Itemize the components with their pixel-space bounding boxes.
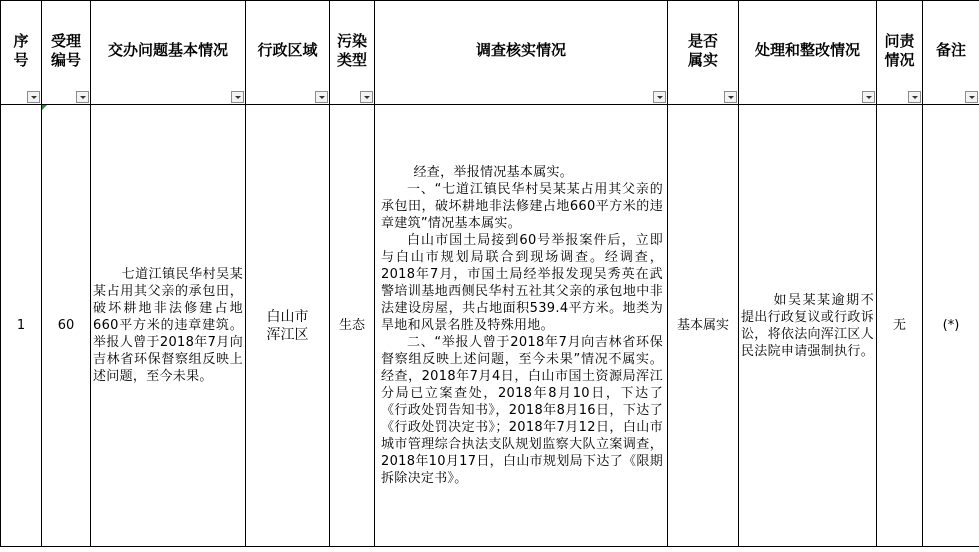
header-problem <box>91 1 246 105</box>
header-remarks <box>923 1 979 105</box>
cell-accountability[interactable]: 无 <box>877 105 923 547</box>
filter-dropdown-icon[interactable] <box>231 91 244 103</box>
comment-marker-icon <box>42 105 47 110</box>
cell-investigation[interactable] <box>375 105 668 547</box>
cell-region[interactable] <box>246 105 330 547</box>
handling-paragraph: 如吴某某逾期不提出行政复议或行政诉讼，将依法向浑江区人民法院申请强制执行。 <box>741 292 875 359</box>
investigation-text <box>375 164 667 487</box>
region-value: 白山市浑江区 <box>266 308 309 343</box>
header-investigation-label: 调查核实情况 <box>475 41 566 59</box>
cell-pollution-type[interactable]: 生态 <box>330 105 375 547</box>
investigation-paragraph: 白山市国土局接到60号举报案件后，立即与白山市规划局联合到现场调查。经调查，2018年7月，市国土局经举报发现吴秀英在武警培训基地西侧民华村五社其父亲的承包地中非法建设房屋，共占地面积539.4平方米。地类为旱地和风景名胜及特殊用地。 <box>381 233 663 333</box>
problem-text <box>91 266 245 385</box>
handling-text <box>739 292 876 360</box>
header-seq <box>1 1 42 105</box>
filter-dropdown-icon[interactable] <box>908 91 921 103</box>
header-pollution-type-label: 污染类型 <box>336 31 367 69</box>
header-region <box>246 1 330 105</box>
header-case-no <box>42 1 91 105</box>
filter-dropdown-icon[interactable] <box>315 91 328 103</box>
filter-dropdown-icon[interactable] <box>965 91 978 103</box>
header-seq-label: 序号 <box>13 31 29 69</box>
filter-dropdown-icon[interactable] <box>360 91 373 103</box>
cell-problem[interactable] <box>91 105 246 547</box>
header-is-true-label: 是否属实 <box>687 31 718 69</box>
investigation-paragraph: 经查，举报情况基本属实。 <box>413 165 574 180</box>
cell-remarks[interactable]: (*) <box>923 105 979 547</box>
cell-is-true[interactable]: 基本属实 <box>668 105 739 547</box>
table-row <box>1 105 979 547</box>
investigation-paragraph: 一、“七道江镇民华村吴某某占用其父亲的承包田，破坏耕地非法修建占地660平方米的违章建筑”情况基本属实。 <box>381 182 663 231</box>
header-investigation <box>375 1 668 105</box>
header-region-label: 行政区域 <box>257 41 318 59</box>
cell-handling[interactable] <box>739 105 877 547</box>
filter-dropdown-icon[interactable] <box>653 91 666 103</box>
problem-paragraph: 七道江镇民华村吴某某占用其父亲的承包田，破坏耕地非法修建占地660平方米的违章建筑。举报人曾于2018年7月向吉林省环保督察组反映上述问题，至今未果。 <box>93 267 243 384</box>
header-accountability <box>877 1 923 105</box>
header-problem-label: 交办问题基本情况 <box>107 41 228 59</box>
header-handling-label: 处理和整改情况 <box>754 41 860 59</box>
cell-seq[interactable]: 1 <box>1 105 42 547</box>
case-no-value: 60 <box>57 318 75 333</box>
filter-dropdown-icon[interactable] <box>76 91 89 103</box>
header-accountability-label: 问责情况 <box>884 31 915 69</box>
header-handling <box>739 1 877 105</box>
header-case-no-label: 受理编号 <box>50 31 81 69</box>
cell-case-no[interactable] <box>42 105 91 547</box>
header-is-true <box>668 1 739 105</box>
filter-dropdown-icon[interactable] <box>27 91 40 103</box>
investigation-paragraph: 二、“举报人曾于2018年7月向吉林省环保督察组反映上述问题，至今未果”情况不属实。经查，2018年7月4日，白山市国土资源局浑江分局已立案查处，2018年8月10日，下达了《行政处罚告知书》，2018年8月16日，下达了《行政处罚决定书》；2018年7月12日，白山市城市管理综合执法支队规划监察大队立案调查，2018年10月17日，白山市规划局下达了《限期拆除决定书》。 <box>381 335 663 486</box>
header-row <box>1 1 979 105</box>
filter-dropdown-icon[interactable] <box>724 91 737 103</box>
header-pollution-type <box>330 1 375 105</box>
header-remarks-label: 备注 <box>935 41 966 59</box>
filter-dropdown-icon[interactable] <box>862 91 875 103</box>
